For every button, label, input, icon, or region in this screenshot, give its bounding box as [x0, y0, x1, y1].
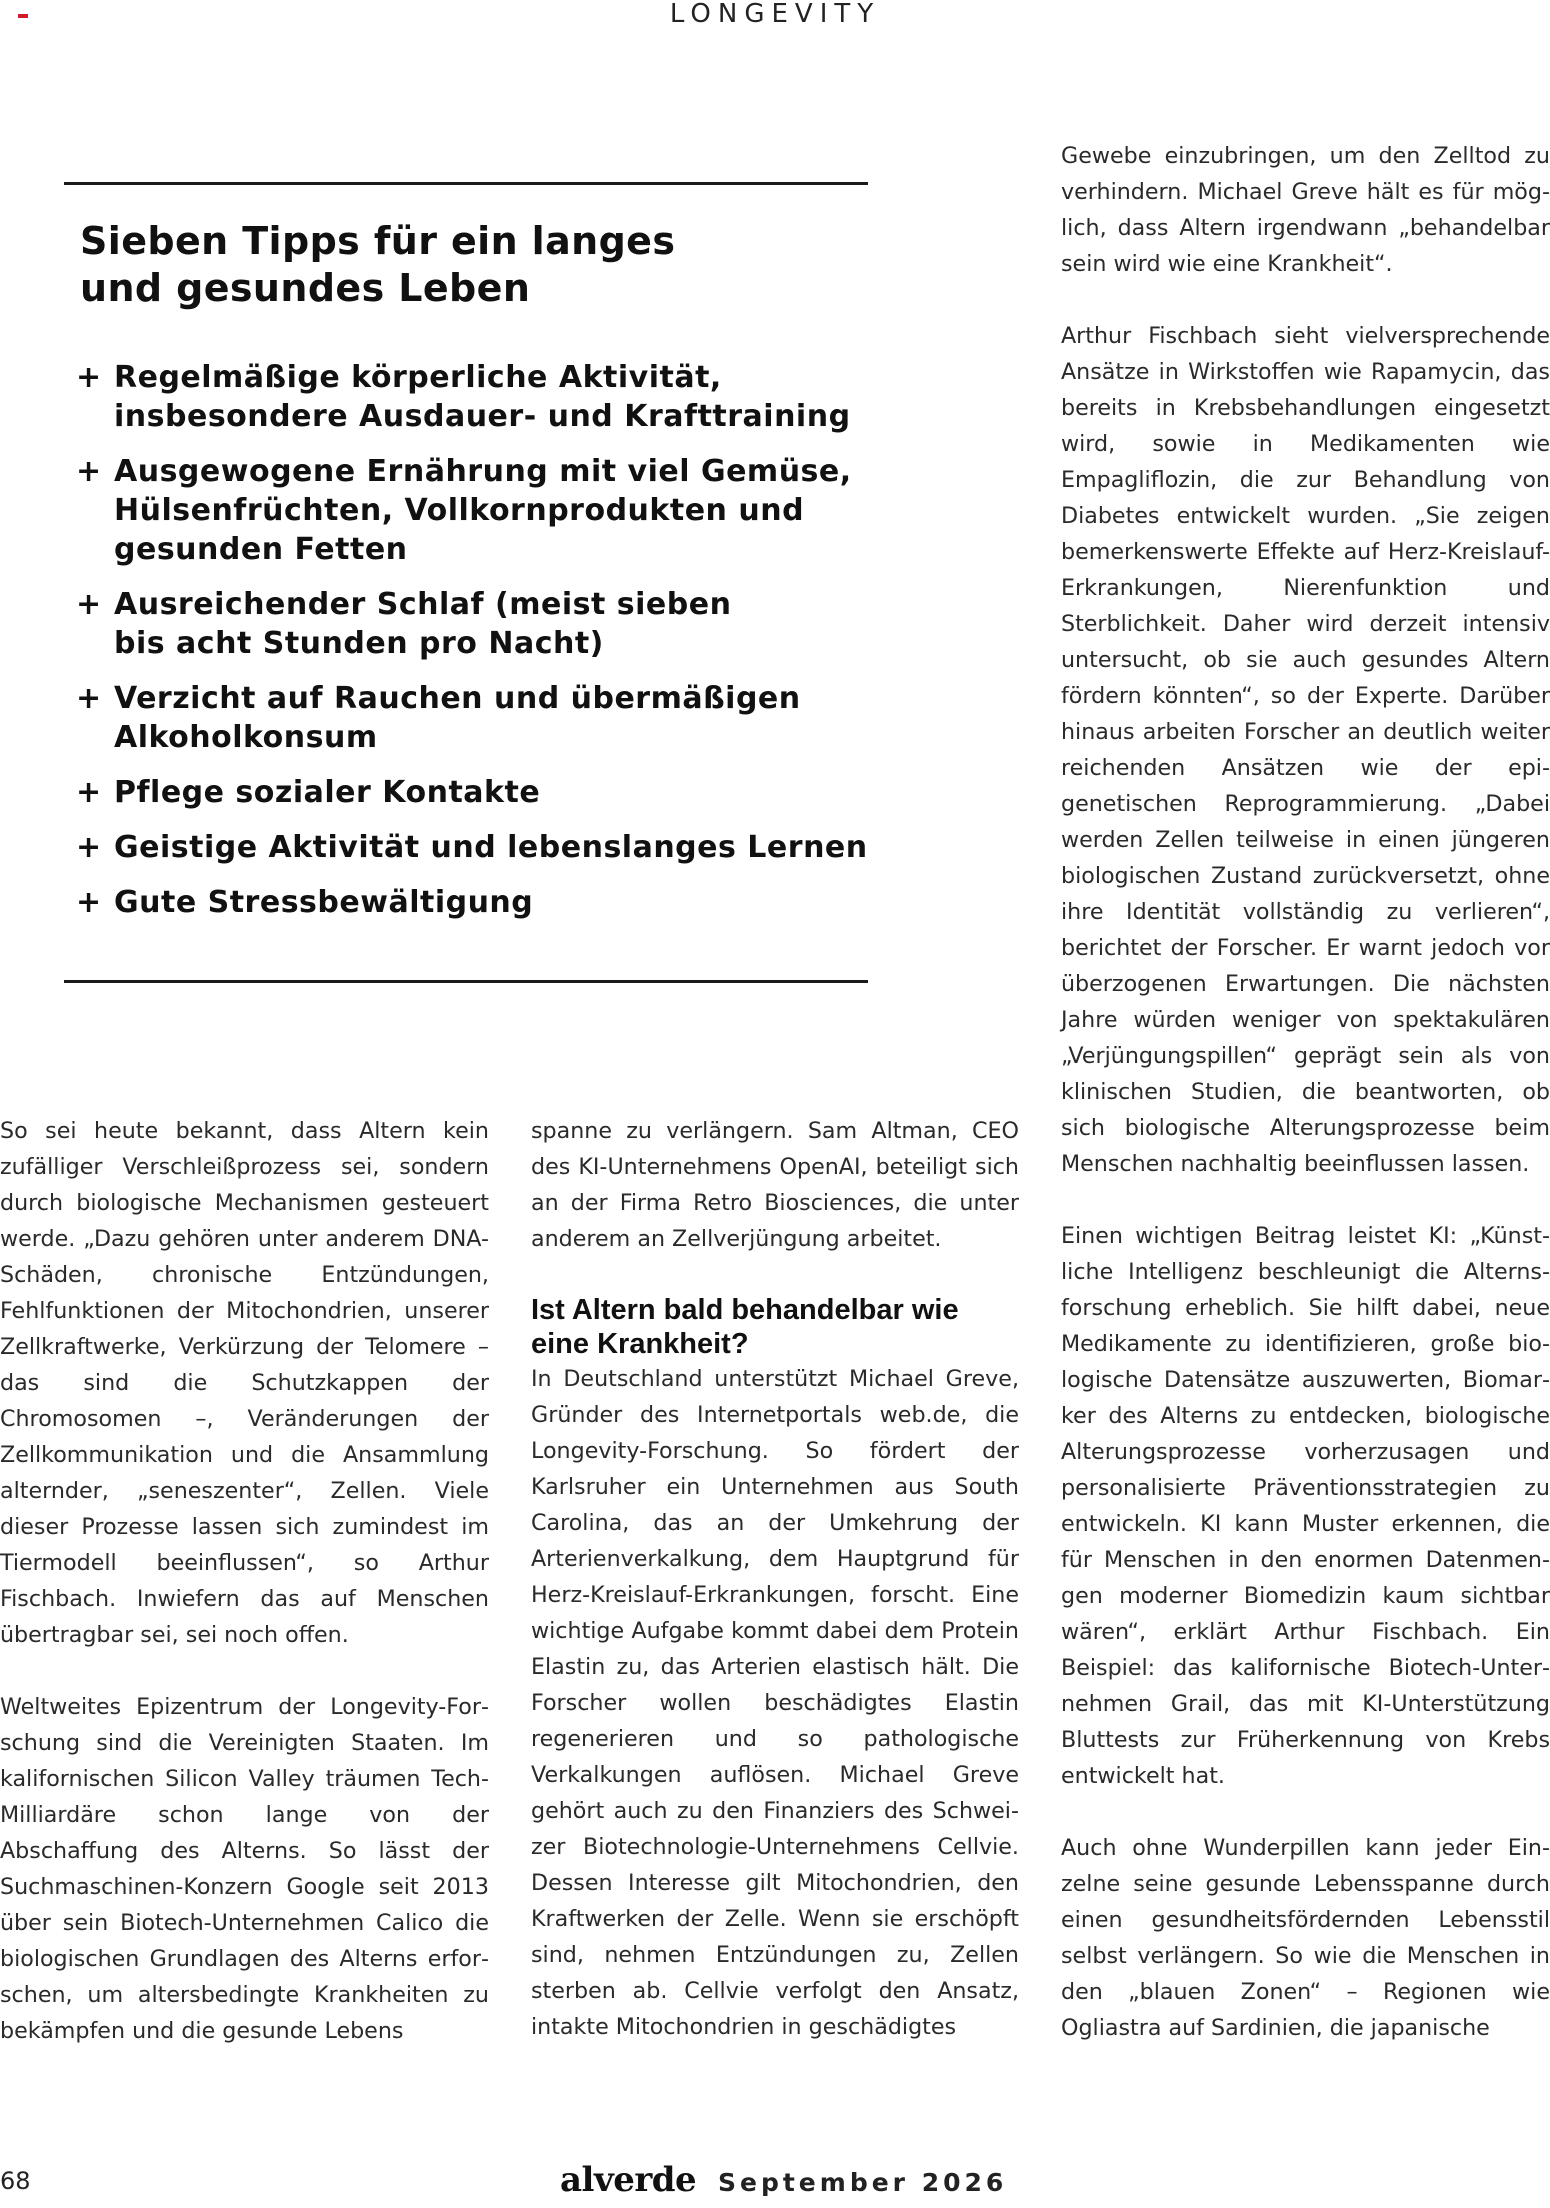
tip-line: Hülsenfrüchten, Vollkornprodukten und: [114, 493, 805, 528]
tip-line: Ausgewogene Ernährung mit viel Gemüse,: [114, 454, 852, 489]
issue-date: September 2026: [718, 2168, 1008, 2197]
tip-text: [114, 358, 876, 436]
paragraph: Einen wichtigen Beitrag leistet KI: „Künstliche Intelligenz beschleunigt die Alternsforschung erheblich. Sie hilft dabei, neue Medikamente zu identifizieren, große biologische Datensätze auszuwerten, Biomarker des Alterns zu entdecken, biologische Alterungsprozesse vorherzusagen und personalisierte Präventionsstrategien zu entwickeln. KI kann Muster erkennen, die für Menschen in den enormen Datenmengen moderner Biomedizin kaum sichtbar wären“, erklärt Arthur Fischbach. Ein Beispiel: das kalifornische Biotech-Unternehmen Grail, das mit KI-Unterstützung Bluttests zur Früherkennung von Krebs entwickelt hat.: [1061, 1223, 1550, 1789]
tip-line: bis acht Stunden pro Nacht): [114, 626, 604, 661]
tip-line: gesunden Fetten: [114, 532, 408, 567]
tip-item: [76, 358, 876, 436]
plus-icon: +: [76, 885, 102, 920]
tips-box-title-line2: und gesundes Leben: [80, 266, 531, 310]
paragraph: Arthur Fischbach sieht vielversprechende Ansätze in Wirkstoffen wie Rapamycin, das bereits in Krebsbehandlungen eingesetzt wird, sowie in Medikamenten wie Empagliflozin, die zur Behandlung von Diabetes entwickelt wurden. „Sie zeigen bemerkenswerte Effekte auf Herz-Kreislauf-Erkrankungen, Nierenfunktion und Sterblichkeit. Daher wird derzeit intensiv untersucht, ob sie auch gesundes Altern fördern könnten“, so der Experte. Darüber hinaus arbeiten Forscher an deutlich weiter reichenden Ansätzen wie der epigenetischen Reprogrammierung. „Dabei werden Zellen teilweise in einen jüngeren biologischen Zustand zurückversetzt, ohne ihre Identität vollständig zu verlieren“, berichtet der Forscher. Er warnt jedoch vor überzogenen Erwartungen. Die nächsten Jahre würden weniger von spektakulären „Verjüngungspillen“ geprägt sein als von klinischen Studien, die beantworten, ob sich biologische Alterungsprozesse beim Menschen nachhaltig beeinflussen lassen.: [1061, 323, 1550, 1177]
article-column-3: [1061, 138, 1550, 2046]
plus-icon: +: [76, 681, 102, 716]
tip-item: [76, 585, 876, 663]
plus-icon: +: [76, 775, 102, 810]
tips-list: [76, 358, 876, 938]
tip-item: [76, 452, 876, 569]
paragraph: Auch ohne Wunderpillen kann jeder Einzelne seine gesunde Lebensspanne durch einen gesundheitsfördernden Lebensstil selbst verlängern. So wie die Menschen in den „blauen Zonen“ – Regionen wie Ogliastra auf Sardinien, die japanische: [1061, 1835, 1550, 2041]
tip-line: Pflege sozialer Kontakte: [114, 775, 541, 810]
paragraph: Weltweites Epizentrum der Longevity-Forschung sind die Vereinigten Staaten. Im kalifornischen Silicon Valley träumen Tech-Milliardäre schon lange von der Abschaffung des Alterns. So lässt der Suchmaschinen-Konzern Google seit 2013 über sein Biotech-Unternehmen Calico die biologischen Grundlagen des Alterns erforschen, um altersbedingte Krankheiten zu bekämpfen und die gesunde Lebens: [0, 1694, 489, 2044]
tip-item: [76, 679, 876, 757]
tip-line: Gute Stressbewältigung: [114, 885, 534, 920]
tip-line: Verzicht auf Rauchen und übermäßigen: [114, 681, 801, 716]
page-number: 68: [0, 2167, 31, 2195]
tips-box-title-line1: Sieben Tipps für ein langes: [80, 219, 676, 263]
paragraph: In Deutschland unterstützt Michael Greve, Gründer des Internetportals web.de, die Longevity-Forschung. So fördert der Karlsruher ein Unternehmen aus South Carolina, das an der Umkehrung der Arterienverkalkung, dem Hauptgrund für Herz-Kreislauf-Erkrankungen, forscht. Eine wichtige Aufgabe kommt dabei dem Protein Elastin zu, das Arterien elastisch hält. Die Forscher wollen beschädigtes Elastin regenerieren und so pathologische Verkalkungen auflösen. Michael Greve gehört auch zu den Finanziers des Schweizer Biotechnologie-Unternehmens Cellvie. Dessen Interesse gilt Mitochondrien, den Kraftwerken der Zelle. Wenn sie erschöpft sind, nehmen Entzündungen zu, Zellen sterben ab. Cellvie verfolgt den Ansatz, intakte Mitochondrien in geschädigtes: [531, 1366, 1019, 2040]
tip-item: [76, 883, 876, 922]
tip-text: [114, 452, 876, 569]
box-bottom-rule: [64, 980, 868, 983]
tip-text: [114, 773, 876, 812]
tip-line: Alkoholkonsum: [114, 720, 378, 755]
subheading: Ist Altern bald behandelbar wie eine Krankheit?: [531, 1294, 959, 1360]
tip-item: [76, 828, 876, 867]
plus-icon: +: [76, 360, 102, 395]
article-column-1: [0, 1113, 489, 2049]
magazine-logo: alverde: [560, 2160, 697, 2200]
box-top-rule: [64, 182, 868, 185]
tip-text: [114, 883, 876, 922]
tip-line: Geistige Aktivität und lebenslanges Lernen: [114, 830, 868, 865]
tip-line: Ausreichender Schlaf (meist sieben: [114, 587, 732, 622]
tip-line: insbesondere Ausdauer- und Krafttraining: [114, 399, 851, 434]
tip-item: [76, 773, 876, 812]
paragraph: Gewebe einzubringen, um den Zelltod zu verhindern. Michael Greve hält es für möglich, dass Altern irgendwann „behandelbar sein wird wie eine Krankheit“.: [1061, 143, 1550, 277]
tip-text: [114, 585, 876, 663]
plus-icon: +: [76, 454, 102, 489]
tip-line: Regelmäßige körperliche Aktivität,: [114, 360, 722, 395]
paragraph: So sei heute bekannt, dass Altern kein zufälliger Verschleißprozess sei, sondern durch biologische Mechanismen gesteuert werde. „Dazu gehören unter anderem DNA-Schäden, chronische Entzündungen, Fehlfunktionen der Mitochondrien, unserer Zellkraftwerke, Verkürzung der Telomere – das sind die Schutzkappen der Chromosomen –, Veränderungen der Zellkommunikation und die Ansammlung alternder, „seneszenter“, Zellen. Viele dieser Prozesse lassen sich zumindest im Tiermodell beeinflussen“, so Arthur Fischbach. Inwiefern das auf Menschen übertragbar sei, sei noch offen.: [0, 1118, 489, 1648]
section-header: LONGEVITY: [669, 0, 881, 29]
paragraph: spanne zu verlängern. Sam Altman, CEO des KI-Unternehmens OpenAI, beteiligt sich an der Firma Retro Biosciences, die unter anderem an Zellverjüngung arbeitet.: [531, 1118, 1019, 1252]
tip-text: [114, 679, 876, 757]
tip-text: [114, 828, 876, 867]
plus-icon: +: [76, 587, 102, 622]
tips-box-title: [80, 218, 860, 312]
article-column-2: [531, 1113, 1019, 2045]
plus-icon: +: [76, 830, 102, 865]
